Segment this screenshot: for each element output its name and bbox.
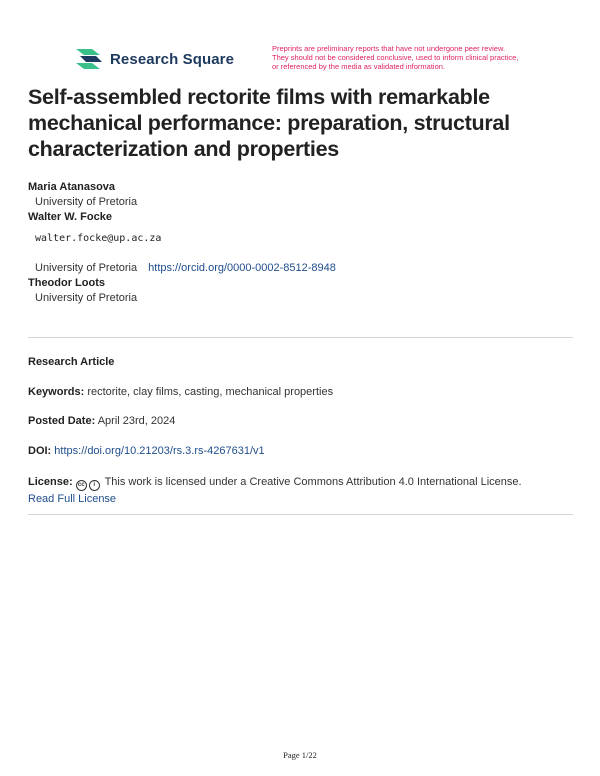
preprint-disclaimer-line: Preprints are preliminary reports that have not undergone peer review. xyxy=(272,44,506,53)
title-line: characterization and properties xyxy=(28,137,339,161)
author-affiliation: University of Pretoria xyxy=(35,292,138,304)
author-list xyxy=(28,180,573,306)
preprint-disclaimer xyxy=(272,44,552,71)
title-line: mechanical performance: preparation, structural xyxy=(28,111,510,135)
attribution-icon: i xyxy=(89,480,100,491)
logo-text: Research Square xyxy=(110,50,235,68)
author-email[interactable]: walter.focke@up.ac.za xyxy=(35,233,162,244)
preprint-disclaimer-line: or referenced by the media as validated information. xyxy=(272,62,446,71)
author-affiliation-row xyxy=(28,261,573,276)
posted-date-label: Posted Date: xyxy=(28,415,96,427)
license xyxy=(28,474,573,507)
orcid-link[interactable]: https://orcid.org/0000-0002-8512-8948 xyxy=(148,262,336,274)
paper-title xyxy=(28,84,573,162)
creative-commons-icon: cc xyxy=(76,480,87,491)
doi-label: DOI: xyxy=(28,445,52,457)
posted-date-value: April 23rd, 2024 xyxy=(97,415,176,427)
read-full-license-link[interactable]: Read Full License xyxy=(28,493,117,505)
divider xyxy=(28,514,573,515)
preprint-disclaimer-line: They should not be considered conclusive, used to inform clinical practice, xyxy=(272,53,519,62)
article-type-label: Research Article xyxy=(28,356,115,368)
author-affiliation: University of Pretoria xyxy=(35,196,138,208)
posted-date xyxy=(28,415,573,427)
author-affiliation: University of Pretoria xyxy=(35,262,138,274)
license-label: License: xyxy=(28,476,73,488)
research-square-logo-icon xyxy=(74,46,104,72)
doi-link[interactable]: https://doi.org/10.21203/rs.3.rs-4267631/v1 xyxy=(54,445,265,457)
article-type xyxy=(28,356,573,368)
author-name: Maria Atanasova xyxy=(28,181,116,193)
page-number: Page 1/22 xyxy=(283,750,317,760)
research-square-logo[interactable] xyxy=(74,46,234,72)
author-name: Theodor Loots xyxy=(28,277,105,289)
keywords xyxy=(28,386,573,398)
keywords-label: Keywords: xyxy=(28,386,85,398)
author-name: Walter W. Focke xyxy=(28,211,112,223)
header xyxy=(74,44,544,78)
keywords-value: rectorite, clay films, casting, mechanical properties xyxy=(87,386,334,398)
divider xyxy=(28,337,573,338)
doi xyxy=(28,445,573,457)
license-text: This work is licensed under a Creative Commons Attribution 4.0 International License. xyxy=(104,476,522,488)
title-line: Self-assembled rectorite films with remarkable xyxy=(28,85,490,109)
